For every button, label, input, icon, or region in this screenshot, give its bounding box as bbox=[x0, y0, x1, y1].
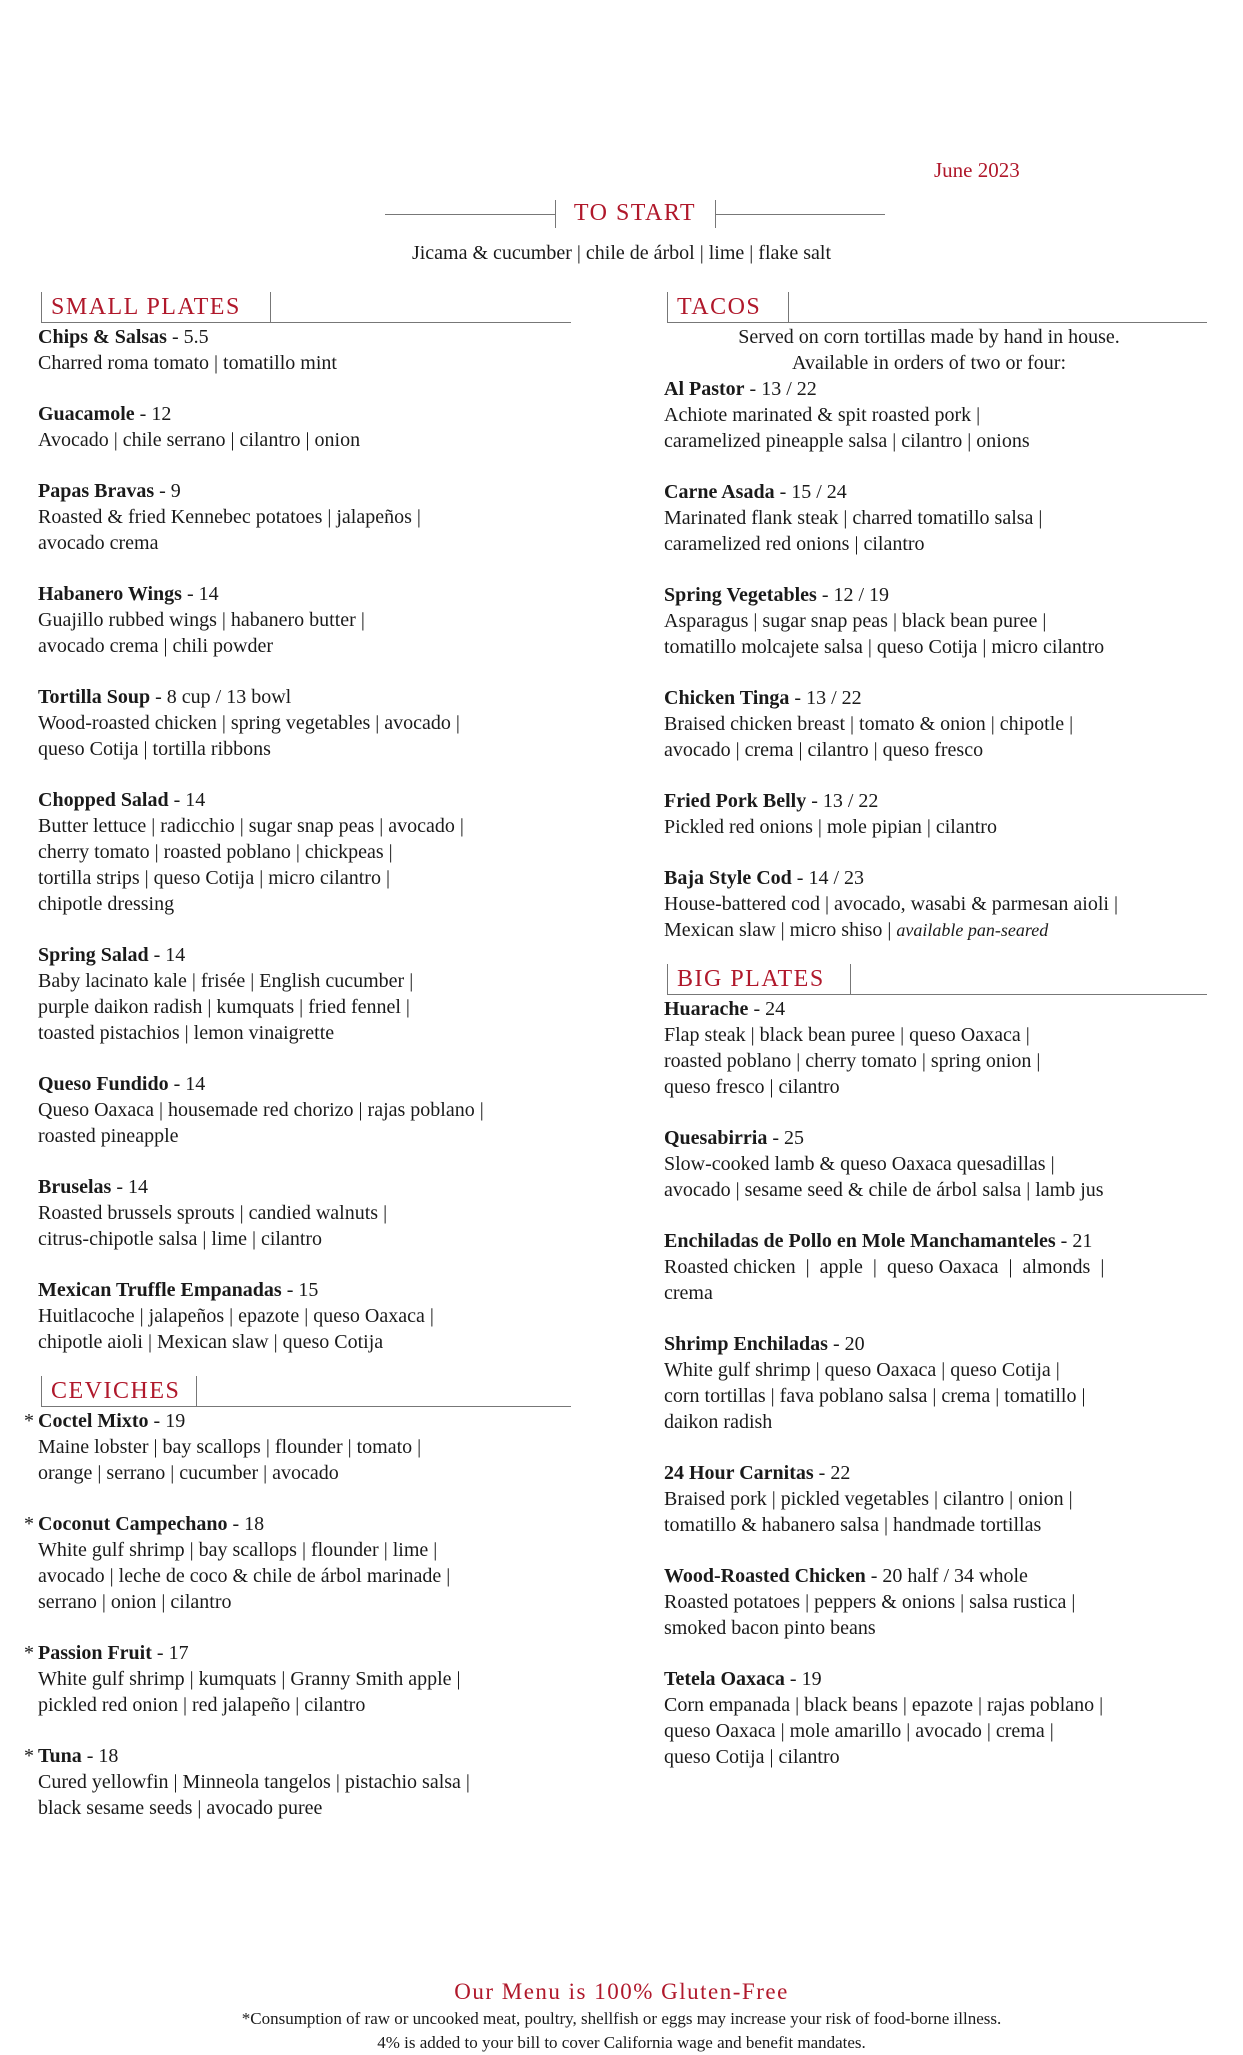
menu-item-description: Roasted chicken | apple | queso Oaxaca | almonds | bbox=[664, 1256, 1105, 1278]
menu-item-separator: - bbox=[1055, 1230, 1073, 1252]
menu-item bbox=[664, 1331, 1243, 1435]
menu-item bbox=[664, 1125, 1243, 1203]
menu-item-separator: - bbox=[181, 583, 199, 605]
menu-item-name: Chicken Tinga bbox=[664, 687, 790, 709]
menu-item bbox=[38, 942, 618, 1046]
menu-item-price: 14 bbox=[185, 1073, 206, 1095]
menu-item-separator: - bbox=[789, 687, 807, 709]
menu-item-name: Tuna bbox=[38, 1745, 82, 1767]
menu-item bbox=[24, 1743, 618, 1821]
menu-item-description: avocado crema bbox=[38, 532, 159, 554]
menu-item-heading bbox=[38, 684, 618, 710]
menu-item-price: 25 bbox=[784, 1127, 805, 1149]
menu-item-name: Bruselas bbox=[38, 1176, 112, 1198]
menu-item bbox=[24, 1408, 618, 1486]
menu-item-name: Quesabirria bbox=[664, 1127, 768, 1149]
menu-item-price: 14 bbox=[165, 944, 186, 966]
menu-item-separator: - bbox=[148, 944, 166, 966]
menu-item-heading bbox=[24, 1743, 618, 1769]
menu-item-description: purple daikon radish | kumquats | fried fennel | bbox=[38, 996, 410, 1018]
menu-item-name: Tortilla Soup bbox=[38, 686, 151, 708]
menu-item-description: Butter lettuce | radicchio | sugar snap peas | avocado | bbox=[38, 815, 464, 837]
menu-item-description: chipotle aioli | Mexican slaw | queso Cotija bbox=[38, 1331, 384, 1353]
ceviches-list bbox=[24, 1408, 618, 1821]
menu-item-description: House-battered cod | avocado, wasabi & parmesan aioli | bbox=[664, 893, 1118, 915]
menu-item bbox=[38, 401, 618, 453]
menu-item-heading bbox=[38, 1277, 618, 1303]
menu-item-heading bbox=[664, 376, 1243, 402]
menu-item-separator: - bbox=[813, 1462, 831, 1484]
menu-item bbox=[664, 865, 1243, 943]
menu-item-separator: - bbox=[166, 326, 184, 348]
menu-item-price: 15 / 24 bbox=[791, 481, 847, 503]
to-start-description: Jicama & cucumber | chile de árbol | lime | flake salt bbox=[411, 242, 832, 264]
menu-item-name: Chips & Salsas bbox=[38, 326, 167, 348]
menu-item bbox=[24, 1511, 618, 1615]
menu-item-description: smoked bacon pinto beans bbox=[664, 1617, 876, 1639]
menu-item bbox=[38, 581, 618, 659]
menu-item bbox=[664, 685, 1243, 763]
menu-item-description: Roasted brussels sprouts | candied walnuts | bbox=[38, 1202, 388, 1224]
menu-item-heading bbox=[38, 478, 618, 504]
menu-item-separator: - bbox=[791, 867, 809, 889]
menu-item-description: Pickled red onions | mole pipian | cilantro bbox=[664, 816, 997, 838]
menu-item-description: Huitlacoche | jalapeños | epazote | queso Oaxaca | bbox=[38, 1305, 434, 1327]
menu-item-price: 18 bbox=[244, 1513, 265, 1535]
menu-item-description: White gulf shrimp | queso Oaxaca | queso Cotija | bbox=[664, 1359, 1060, 1381]
menu-item-price: 15 bbox=[298, 1279, 319, 1301]
menu-item bbox=[38, 324, 618, 376]
menu-item-price: 14 bbox=[198, 583, 219, 605]
menu-item-price: 12 bbox=[151, 403, 172, 425]
menu-item-price: 12 / 19 bbox=[833, 584, 890, 606]
menu-item-description: Avocado | chile serrano | cilantro | onion bbox=[38, 429, 361, 451]
menu-item-price: 19 bbox=[165, 1410, 186, 1432]
menu-item-heading bbox=[664, 479, 1243, 505]
menu-item-separator: - bbox=[150, 686, 167, 708]
menu-item-description: cherry tomato | roasted poblano | chickpeas | bbox=[38, 841, 393, 863]
menu-item-heading bbox=[664, 1331, 1243, 1357]
menu-item bbox=[664, 996, 1243, 1100]
menu-item bbox=[664, 1563, 1243, 1641]
menu-footer bbox=[0, 1977, 1243, 2055]
menu-item-name: Coctel Mixto bbox=[38, 1410, 149, 1432]
menu-item-heading bbox=[664, 1228, 1243, 1254]
section-header-ceviches bbox=[38, 1374, 618, 1408]
menu-item bbox=[38, 1277, 618, 1355]
tacos-title: TACOS bbox=[677, 294, 762, 320]
menu-item bbox=[664, 1460, 1243, 1538]
menu-item-description: Charred roma tomato | tomatillo mint bbox=[38, 352, 337, 374]
menu-item-name: Enchiladas de Pollo en Mole Manchamanteles bbox=[664, 1230, 1056, 1252]
menu-item-separator: - bbox=[806, 790, 823, 812]
menu-item bbox=[38, 684, 618, 762]
menu-item-price: 20 bbox=[844, 1333, 865, 1355]
menu-item-description: Braised chicken breast | tomato & onion | chipotle | bbox=[664, 713, 1074, 735]
menu-item-description: avocado | crema | cilantro | queso fresco bbox=[664, 739, 984, 761]
menu-item-description: Maine lobster | bay scallops | flounder | tomato | bbox=[38, 1436, 422, 1458]
menu-item-description: chipotle dressing bbox=[38, 893, 175, 915]
gluten-free-notice: Our Menu is 100% Gluten-Free bbox=[454, 1979, 789, 2004]
menu-item-name: Guacamole bbox=[38, 403, 135, 425]
menu-item-heading bbox=[664, 996, 1243, 1022]
menu-item-price: 18 bbox=[98, 1745, 119, 1767]
menu-item-separator: - bbox=[865, 1565, 883, 1587]
menu-item-heading bbox=[38, 1071, 618, 1097]
menu-item-separator: - bbox=[81, 1745, 99, 1767]
menu-item-price: 13 / 22 bbox=[806, 687, 862, 709]
menu-item-description: Wood-roasted chicken | spring vegetables | avocado | bbox=[38, 712, 460, 734]
section-header-tacos bbox=[664, 290, 1243, 324]
menu-item-description: White gulf shrimp | kumquats | Granny Smith apple | bbox=[38, 1668, 461, 1690]
menu-item-name: Fried Pork Belly bbox=[664, 790, 807, 812]
menu-item-separator: - bbox=[744, 378, 762, 400]
menu-item bbox=[38, 1071, 618, 1149]
menu-item-description: queso Cotija | cilantro bbox=[664, 1746, 840, 1768]
menu-item-description: citrus-chipotle salsa | lime | cilantro bbox=[38, 1228, 323, 1250]
menu-item-description: avocado crema | chili powder bbox=[38, 635, 274, 657]
menu-item-description: avocado | leche de coco & chile de árbol marinade | bbox=[38, 1565, 451, 1587]
menu-item-separator: - bbox=[151, 1642, 169, 1664]
menu-item-price: 9 bbox=[170, 480, 181, 502]
menu-item-heading bbox=[38, 581, 618, 607]
menu-item-heading bbox=[24, 1408, 618, 1434]
menu-item-price: 13 / 22 bbox=[822, 790, 879, 812]
menu-item-name: Passion Fruit bbox=[38, 1642, 152, 1664]
menu-item-separator: - bbox=[134, 403, 152, 425]
menu-item-price: 5.5 bbox=[183, 326, 209, 348]
menu-item-price: 17 bbox=[168, 1642, 189, 1664]
menu-item-heading bbox=[38, 324, 618, 350]
menu-item-description: orange | serrano | cucumber | avocado bbox=[38, 1462, 339, 1484]
menu-item bbox=[664, 376, 1243, 454]
menu-item-name: Spring Vegetables bbox=[664, 584, 817, 606]
tacos-list bbox=[664, 376, 1243, 943]
menu-item-heading bbox=[664, 788, 1243, 814]
menu-item-heading bbox=[664, 1125, 1243, 1151]
menu-item-description: caramelized pineapple salsa | cilantro | onions bbox=[664, 430, 1030, 452]
menu-item-description: Corn empanada | black beans | epazote | rajas poblano | bbox=[664, 1694, 1104, 1716]
menu-item-separator: - bbox=[816, 584, 834, 606]
menu-item-name: Habanero Wings bbox=[38, 583, 182, 605]
menu-item-description: Baby lacinato kale | frisée | English cucumber | bbox=[38, 970, 414, 992]
menu-item-description: crema bbox=[664, 1282, 713, 1304]
menu-item-description: Roasted potatoes | peppers & onions | salsa rustica | bbox=[664, 1591, 1076, 1613]
raw-warning-asterisk: * bbox=[24, 1745, 34, 1767]
surcharge-notice: 4% is added to your bill to cover California wage and benefit mandates. bbox=[377, 2033, 866, 2052]
menu-item bbox=[38, 787, 618, 917]
menu-item-description: Queso Oaxaca | housemade red chorizo | rajas poblano | bbox=[38, 1099, 484, 1121]
menu-item-separator: - bbox=[774, 481, 792, 503]
menu-item-description: Cured yellowfin | Minneola tangelos | pistachio salsa | bbox=[38, 1771, 470, 1793]
menu-item-description: tomatillo molcajete salsa | queso Cotija | micro cilantro bbox=[664, 636, 1105, 658]
menu-item-name: Wood-Roasted Chicken bbox=[664, 1565, 866, 1587]
menu-item-description: Braised pork | pickled vegetables | cilantro | onion | bbox=[664, 1488, 1073, 1510]
menu-item-description: pickled red onion | red jalapeño | cilantro bbox=[38, 1694, 366, 1716]
menu-item-heading bbox=[664, 1563, 1243, 1589]
menu-date: June 2023 bbox=[934, 158, 1020, 182]
menu-item-separator: - bbox=[767, 1127, 785, 1149]
menu-item-name: Chopped Salad bbox=[38, 789, 169, 811]
menu-item-description: tomatillo & habanero salsa | handmade tortillas bbox=[664, 1514, 1042, 1536]
menu-item-price: 13 / 22 bbox=[761, 378, 817, 400]
menu-item-price: 24 bbox=[765, 998, 786, 1020]
menu-item-separator: - bbox=[111, 1176, 129, 1198]
menu-item-heading bbox=[664, 865, 1243, 891]
raw-food-disclaimer: *Consumption of raw or uncooked meat, poultry, shellfish or eggs may increase your risk of food-borne illness. bbox=[241, 2009, 1002, 2028]
menu-item-price: 21 bbox=[1072, 1230, 1093, 1252]
menu-item-heading bbox=[24, 1640, 618, 1666]
menu-item-name: Queso Fundido bbox=[38, 1073, 169, 1095]
left-column bbox=[24, 290, 618, 1846]
menu-item bbox=[38, 1174, 618, 1252]
menu-item-description: Mexican slaw | micro shiso | available pan-seared bbox=[664, 919, 1049, 941]
tacos-note-1: Served on corn tortillas made by hand in house. bbox=[738, 326, 1120, 348]
menu-item bbox=[664, 1666, 1243, 1770]
menu-item-separator: - bbox=[154, 480, 171, 502]
raw-warning-asterisk: * bbox=[24, 1513, 34, 1535]
menu-item-description: Marinated flank steak | charred tomatillo salsa | bbox=[664, 507, 1043, 529]
menu-item-price: 20 half / 34 whole bbox=[882, 1565, 1028, 1587]
menu-item-price: 22 bbox=[830, 1462, 851, 1484]
menu-item-description: roasted poblano | cherry tomato | spring onion | bbox=[664, 1050, 1041, 1072]
menu-item-name: Spring Salad bbox=[38, 944, 149, 966]
menu-item-price: 8 cup / 13 bowl bbox=[166, 686, 292, 708]
menu-item-name: Carne Asada bbox=[664, 481, 775, 503]
menu-item-description: avocado | sesame seed & chile de árbol salsa | lamb jus bbox=[664, 1179, 1104, 1201]
menu-item-option: available pan-seared bbox=[896, 920, 1049, 940]
menu-item-description: corn tortillas | fava poblano salsa | crema | tomatillo | bbox=[664, 1385, 1086, 1407]
menu-item-name: Coconut Campechano bbox=[38, 1513, 228, 1535]
menu-item-heading bbox=[664, 582, 1243, 608]
menu-item-heading bbox=[664, 685, 1243, 711]
menu-item-separator: - bbox=[148, 1410, 166, 1432]
menu-item-heading bbox=[38, 401, 618, 427]
menu-item-separator: - bbox=[784, 1668, 802, 1690]
menu-item bbox=[664, 582, 1243, 660]
menu-item-description: caramelized red onions | cilantro bbox=[664, 533, 925, 555]
menu-item bbox=[24, 1640, 618, 1718]
menu-item-name: Shrimp Enchiladas bbox=[664, 1333, 828, 1355]
menu-item-name: Mexican Truffle Empanadas bbox=[38, 1279, 282, 1301]
right-column bbox=[664, 290, 1243, 1795]
menu-item-separator: - bbox=[281, 1279, 299, 1301]
to-start-title: TO START bbox=[573, 200, 697, 226]
menu-item-separator: - bbox=[827, 1333, 845, 1355]
menu-item-separator: - bbox=[168, 789, 186, 811]
menu-item-heading bbox=[38, 1174, 618, 1200]
big-plates-title: BIG PLATES bbox=[677, 966, 825, 992]
menu-item-price: 14 bbox=[185, 789, 206, 811]
menu-item-separator: - bbox=[748, 998, 766, 1020]
menu-item-description: Roasted & fried Kennebec potatoes | jalapeños | bbox=[38, 506, 421, 528]
menu-item-description: tortilla strips | queso Cotija | micro cilantro | bbox=[38, 867, 390, 889]
raw-warning-asterisk: * bbox=[24, 1410, 34, 1432]
menu-item bbox=[664, 479, 1243, 557]
menu-item-description: toasted pistachios | lemon vinaigrette bbox=[38, 1022, 335, 1044]
menu-item-description: Achiote marinated & spit roasted pork | bbox=[664, 404, 981, 426]
menu-item-name: Baja Style Cod bbox=[664, 867, 792, 889]
menu-item-name: 24 Hour Carnitas bbox=[664, 1462, 814, 1484]
menu-item bbox=[664, 788, 1243, 840]
menu-item-description: roasted pineapple bbox=[38, 1125, 179, 1147]
menu-item-description: White gulf shrimp | bay scallops | flounder | lime | bbox=[38, 1539, 438, 1561]
menu-item-description: black sesame seeds | avocado puree bbox=[38, 1797, 323, 1819]
menu-item-heading bbox=[24, 1511, 618, 1537]
menu-item-heading bbox=[38, 787, 618, 813]
menu-item-name: Papas Bravas bbox=[38, 480, 155, 502]
big-plates-list bbox=[664, 996, 1243, 1770]
menu-item-price: 14 bbox=[128, 1176, 149, 1198]
menu-item-name: Huarache bbox=[664, 998, 749, 1020]
ceviches-title: CEVICHES bbox=[51, 1378, 181, 1404]
menu-item-description: Asparagus | sugar snap peas | black bean puree | bbox=[664, 610, 1047, 632]
menu-item-description: queso fresco | cilantro bbox=[664, 1076, 840, 1098]
menu-item-price: 14 / 23 bbox=[808, 867, 865, 889]
menu-item bbox=[38, 478, 618, 556]
menu-item-separator: - bbox=[227, 1513, 245, 1535]
menu-item-description: queso Cotija | tortilla ribbons bbox=[38, 738, 271, 760]
raw-warning-asterisk: * bbox=[24, 1642, 34, 1664]
menu-item bbox=[664, 1228, 1243, 1306]
menu-item-separator: - bbox=[168, 1073, 186, 1095]
section-header-small-plates bbox=[38, 290, 618, 324]
menu-item-heading bbox=[38, 942, 618, 968]
tacos-note-2: Available in orders of two or four: bbox=[792, 352, 1066, 374]
menu-item-price: 19 bbox=[801, 1668, 822, 1690]
menu-item-heading bbox=[664, 1460, 1243, 1486]
small-plates-list bbox=[38, 324, 618, 1355]
small-plates-title: SMALL PLATES bbox=[51, 294, 241, 320]
menu-item-description: Slow-cooked lamb & queso Oaxaca quesadillas | bbox=[664, 1153, 1055, 1175]
menu-item-name: Al Pastor bbox=[664, 378, 745, 400]
menu-item-description: Flap steak | black bean puree | queso Oaxaca | bbox=[664, 1024, 1030, 1046]
menu-item-description: daikon radish bbox=[664, 1411, 773, 1433]
menu-item-heading bbox=[664, 1666, 1243, 1692]
menu-item-description: queso Oaxaca | mole amarillo | avocado | crema | bbox=[664, 1720, 1054, 1742]
menu-item-description: serrano | onion | cilantro bbox=[38, 1591, 232, 1613]
menu-item-description: Guajillo rubbed wings | habanero butter | bbox=[38, 609, 365, 631]
section-header-big-plates bbox=[664, 962, 1243, 996]
to-start-header bbox=[385, 198, 885, 232]
menu-item-name: Tetela Oaxaca bbox=[664, 1668, 785, 1690]
